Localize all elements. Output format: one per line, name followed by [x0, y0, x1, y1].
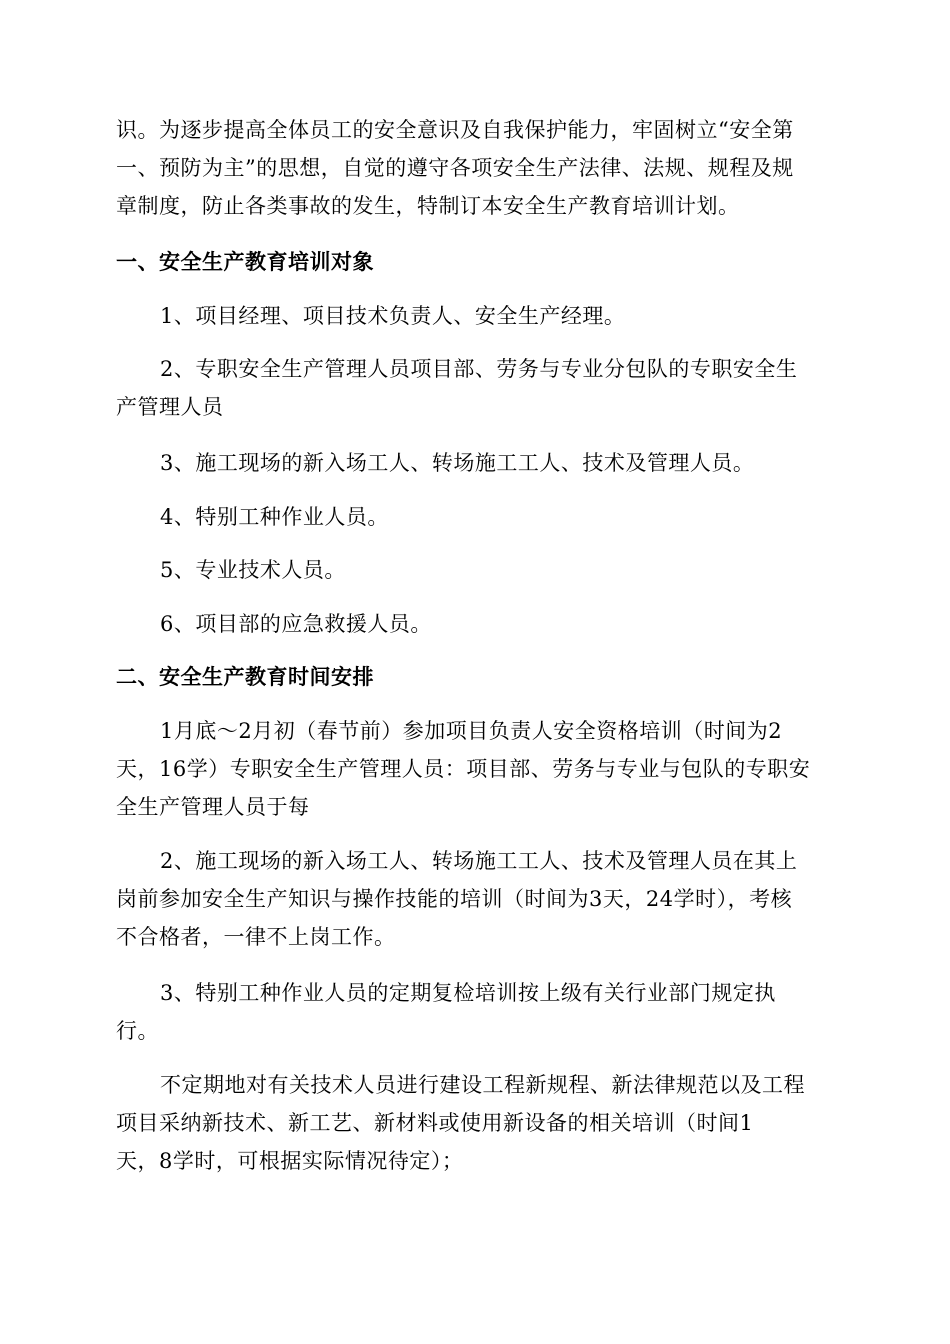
section-1-item-2-cont: 产管理人员	[116, 395, 224, 419]
section-1-item-5: 5、专业技术人员。	[160, 558, 346, 582]
section-2-line-10: 项目采纳新技术、新工艺、新材料或使用新设备的相关培训（时间1	[116, 1111, 754, 1135]
intro-line-3: 章制度，防止各类事故的发生，特制订本安全生产教育培训计划。	[116, 194, 740, 218]
section-2-line-4: 2、施工现场的新入场工人、转场施工工人、技术及管理人员在其上	[160, 849, 798, 873]
section-1-item-4: 4、特别工种作业人员。	[160, 505, 389, 529]
section-2-line-8: 行。	[116, 1019, 159, 1043]
section-2-line-11: 天，8学时，可根据实际情况待定）；	[116, 1149, 464, 1173]
section-1-heading: 一、安全生产教育培训对象	[116, 250, 374, 274]
section-2-line-3: 全生产管理人员于每	[116, 795, 310, 819]
section-2-line-9: 不定期地对有关技术人员进行建设工程新规程、新法律规范以及工程	[160, 1073, 805, 1097]
section-2-line-5: 岗前参加安全生产知识与操作技能的培训（时间为3天，24学时），考核	[116, 887, 793, 911]
section-2-line-1: 1月底～2月初（春节前）参加项目负责人安全资格培训（时间为2	[160, 719, 783, 743]
section-1-item-1: 1、项目经理、项目技术负责人、安全生产经理。	[160, 304, 626, 328]
section-2-line-7: 3、特别工种作业人员的定期复检培训按上级有关行业部门规定执	[160, 981, 776, 1005]
section-2-heading: 二、安全生产教育时间安排	[116, 665, 374, 689]
intro-line-1: 识。为逐步提高全体员工的安全意识及自我保护能力，牢固树立“安全第	[116, 118, 794, 142]
section-2-line-2: 天，16学）专职安全生产管理人员：项目部、劳务与专业与包队的专职安	[116, 757, 811, 781]
section-2-line-6: 不合格者，一律不上岗工作。	[116, 925, 396, 949]
section-1-item-2: 2、专职安全生产管理人员项目部、劳务与专业分包队的专职安全生	[160, 357, 798, 381]
section-1-item-6: 6、项目部的应急救援人员。	[160, 612, 432, 636]
intro-line-2: 一、预防为主”的思想，自觉的遵守各项安全生产法律、法规、规程及规	[116, 156, 794, 180]
section-1-item-3: 3、施工现场的新入场工人、转场施工工人、技术及管理人员。	[160, 451, 755, 475]
